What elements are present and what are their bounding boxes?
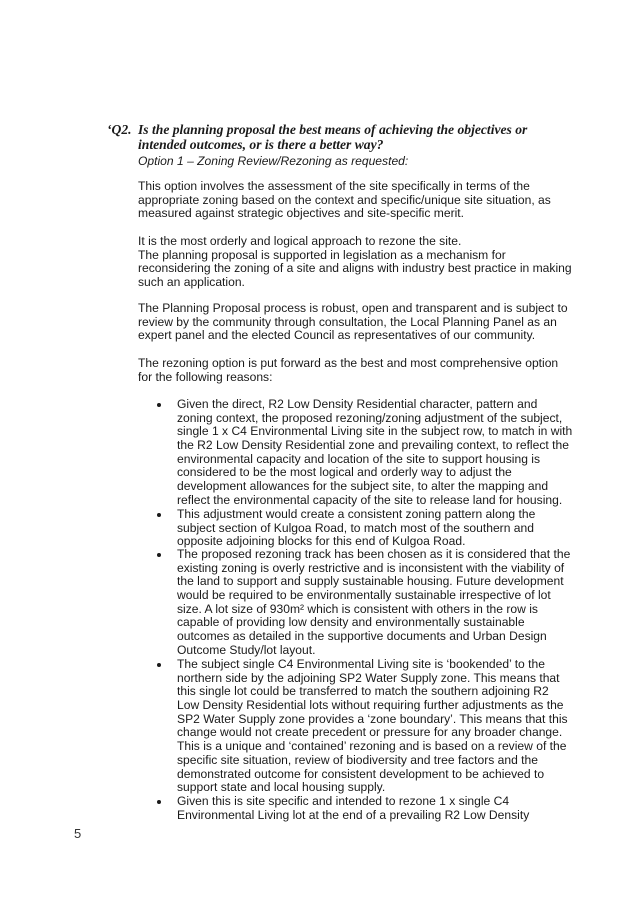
bullet-line: This is a unique and ‘contained’ rezoning and is based on a review of the bbox=[177, 739, 567, 754]
question-line: Is the planning proposal the best means of achieving the objectives or bbox=[138, 122, 528, 137]
bullet-line: subject section of Kulgoa Road, to match most of the southern and bbox=[177, 520, 534, 535]
paragraph bbox=[138, 235, 572, 290]
paragraph-line: It is the most orderly and logical approach to rezone the site. bbox=[138, 234, 462, 248]
paragraph-line: The Planning Proposal process is robust, open and transparent and is subject to bbox=[138, 301, 568, 315]
page-number: 5 bbox=[74, 826, 82, 841]
bullet-dot-icon bbox=[157, 403, 161, 407]
paragraph-line: such an application. bbox=[138, 275, 245, 290]
bullet-dot-icon bbox=[157, 800, 161, 804]
option-subheading: Option 1 – Zoning Review/Rezoning as requested: bbox=[138, 154, 409, 168]
bullet-item bbox=[177, 508, 535, 549]
bullet-line: zoning context, the proposed rezoning/zoning adjustment of the subject, bbox=[177, 410, 563, 425]
bullet-dot-icon bbox=[157, 553, 161, 557]
bullet-line: change would not create precedent or pressure for any broader change. bbox=[177, 725, 563, 740]
bullet-line: SP2 Water Supply zone provides a ‘zone boundary’. This means that this bbox=[177, 711, 568, 726]
bullet-line: The proposed rezoning track has been chosen as it is considered that the bbox=[177, 547, 571, 561]
bullet-line: existing zoning is overly restrictive and is inconsistent with the viability of bbox=[177, 560, 565, 575]
bullet-line: Low Density Residential lots without requiring further adjustments as the bbox=[177, 698, 564, 713]
bullet-line: the land to support and supply sustainable housing. Future development bbox=[177, 574, 564, 589]
bullet-line: specific site situation, review of biodiversity and tree factors and the bbox=[177, 752, 538, 767]
bullet-line: Environmental Living lot at the end of a prevailing R2 Low Density bbox=[177, 807, 530, 822]
paragraph bbox=[138, 302, 568, 343]
bullet-item bbox=[177, 795, 529, 822]
bullet-item bbox=[177, 548, 570, 658]
bullet-line: single 1 x C4 Environmental Living site in the subject row, to match in with bbox=[177, 424, 573, 439]
bullet-line: northern side by the adjoining SP2 Water Supply zone. This means that bbox=[177, 670, 560, 685]
paragraph-line: measured against strategic objectives and site-specific merit. bbox=[138, 206, 465, 221]
bullet-line: considered to be the most logical and orderly way to adjust the bbox=[177, 465, 512, 480]
bullet-line: The subject single C4 Environmental Living site is ‘bookended’ to the bbox=[177, 657, 545, 671]
paragraph-line: expert panel and the elected Council as representatives of our community. bbox=[138, 328, 536, 343]
bullet-item bbox=[177, 398, 572, 508]
bullet-line: would be required to be environmentally sustainable irrespective of lot bbox=[177, 588, 551, 603]
question-line: intended outcomes, or is there a better way? bbox=[138, 137, 384, 152]
bullet-line: demonstrated outcome for consistent development to be achieved to bbox=[177, 766, 545, 781]
paragraph bbox=[138, 357, 558, 384]
bullet-line: Given the direct, R2 Low Density Residential character, pattern and bbox=[177, 397, 538, 411]
bullet-line: support state and local housing supply. bbox=[177, 780, 386, 795]
bullet-line: reflect the environmental capacity of the site to release land for housing. bbox=[177, 492, 563, 507]
paragraph-line: appropriate zoning based on the context and specific/unique site situation, as bbox=[138, 192, 551, 207]
paragraph-line: The planning proposal is supported in legislation as a mechanism for bbox=[138, 247, 506, 262]
paragraph-line: review by the community through consultation, the Local Planning Panel as an bbox=[138, 314, 557, 329]
bullet-line: this single lot could be transferred to match the southern adjoining R2 bbox=[177, 684, 549, 699]
paragraph-line: for the following reasons: bbox=[138, 369, 273, 384]
paragraph-line: reconsidering the zoning of a site and aligns with industry best practice in making bbox=[138, 261, 572, 276]
paragraph-line: This option involves the assessment of the site specifically in terms of the bbox=[138, 179, 530, 193]
bullet-dot-icon bbox=[157, 513, 161, 517]
bullet-line: outcomes as detailed in the supportive documents and Urban Design bbox=[177, 629, 547, 644]
bullet-line: development allowances for the subject site, to alter the mapping and bbox=[177, 479, 549, 494]
paragraph bbox=[138, 180, 551, 221]
bullet-line: capable of providing low density and environmentally sustainable bbox=[177, 615, 525, 630]
paragraph-line: The rezoning option is put forward as the best and most comprehensive option bbox=[138, 356, 559, 370]
bullet-item bbox=[177, 658, 568, 795]
bullet-line: This adjustment would create a consistent zoning pattern along the bbox=[177, 507, 536, 521]
question-number: ‘Q2. bbox=[107, 122, 132, 137]
bullet-line: environmental capacity and location of the site to support housing is bbox=[177, 451, 541, 466]
bullet-line: opposite adjoining blocks for this end of Kulgoa Road. bbox=[177, 534, 466, 549]
question-heading bbox=[107, 122, 527, 152]
bullet-line: size. A lot size of 930m² which is consistent with others in the row is bbox=[177, 601, 538, 616]
bullet-line: the R2 Low Density Residential zone and prevailing context, to reflect the bbox=[177, 438, 569, 453]
bullet-dot-icon bbox=[157, 663, 161, 667]
bullet-line: Given this is site specific and intended to rezone 1 x single C4 bbox=[177, 794, 510, 808]
bullet-line: Outcome Study/lot layout. bbox=[177, 642, 316, 657]
